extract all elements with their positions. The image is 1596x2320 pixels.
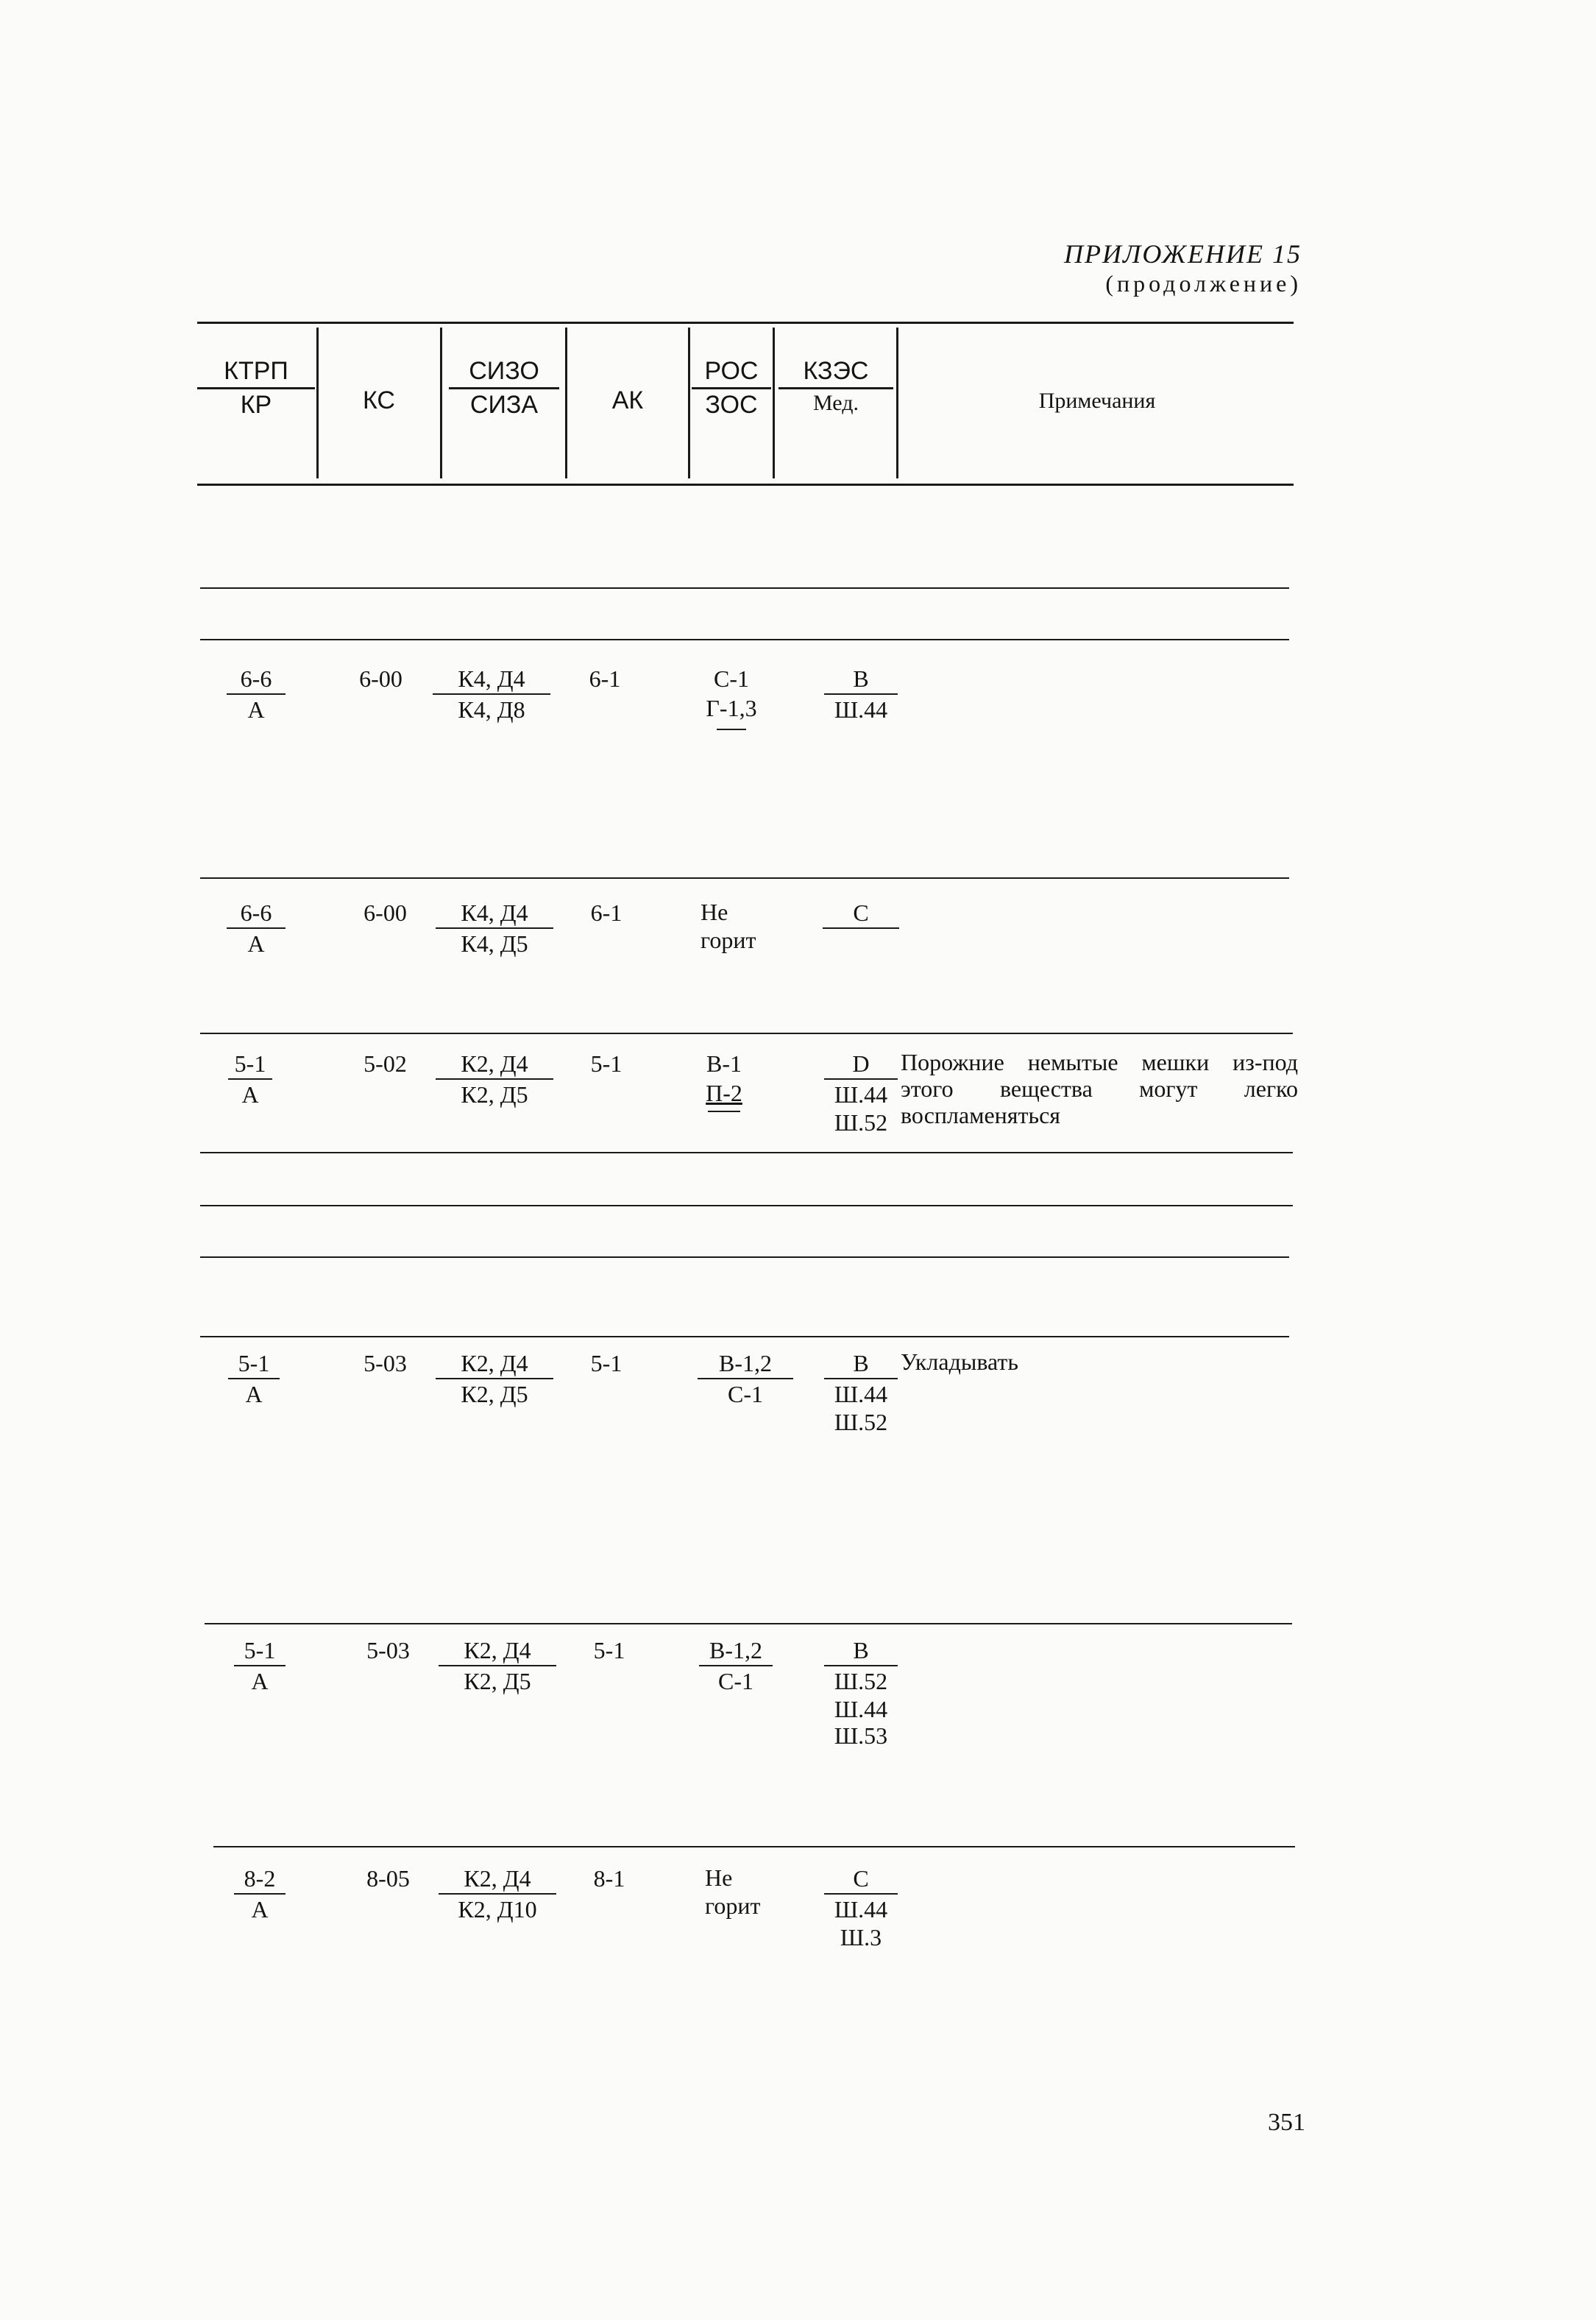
column-header-ktrp: КТРП КР: [197, 357, 315, 420]
ks-cell: 5-03: [366, 1637, 410, 1663]
column-header-ks: КС: [363, 386, 395, 414]
ros-zos-cell: В-1 П-2: [695, 1049, 753, 1112]
row-separator: [200, 639, 1289, 640]
row-separator: [200, 1152, 1293, 1153]
note-text: Порожние немытые мешки из-под этого вещества могут легко воспламеняться: [901, 1049, 1298, 1128]
kzes-med-cell: D Ш.44 Ш.52: [824, 1049, 898, 1136]
column-divider: [565, 328, 567, 478]
kzes-med-cell: В Ш.52 Ш.44 Ш.53: [824, 1635, 898, 1749]
sizo-siza-cell: К2, Д4 К2, Д5: [439, 1635, 556, 1696]
ktrp-kr-cell: 5-1 А: [234, 1635, 285, 1696]
row-separator: [200, 877, 1289, 879]
dash-mark: [708, 1111, 740, 1112]
row-separator: [205, 1623, 1292, 1624]
ktrp-kr-cell: 5-1 А: [228, 1348, 280, 1409]
column-divider: [688, 328, 690, 478]
kzes-med-cell: С: [823, 898, 899, 958]
appendix-subtitle: (продолжение): [1105, 270, 1302, 297]
column-divider: [440, 328, 442, 478]
ak-cell: 6-1: [590, 899, 623, 926]
column-header-ak: АК: [611, 386, 644, 414]
ks-cell: 8-05: [366, 1865, 410, 1892]
column-divider: [316, 328, 319, 478]
column-header-kzes: КЗЭС Мед.: [779, 357, 893, 416]
ks-cell: 5-03: [363, 1350, 407, 1376]
sizo-siza-cell: К4, Д4 К4, Д8: [433, 664, 550, 724]
row-separator: [200, 1336, 1289, 1337]
ktrp-kr-cell: 8-2 А: [234, 1864, 285, 1924]
ak-cell: 5-1: [593, 1637, 625, 1663]
ks-cell: 6-00: [363, 899, 407, 926]
column-header-sizo: СИЗО СИЗА: [449, 357, 559, 420]
ks-cell: 5-02: [363, 1050, 407, 1077]
table-head-bottom-rule: [197, 484, 1294, 486]
page-number: 351: [1268, 2109, 1305, 2136]
row-separator: [200, 1256, 1289, 1258]
appendix-header: [1064, 239, 1302, 298]
ros-zos-cell: В-1,2 С-1: [699, 1635, 773, 1696]
dash-mark: [717, 729, 746, 730]
sizo-siza-cell: К4, Д4 К4, Д5: [436, 898, 553, 958]
table-top-rule: [197, 322, 1294, 324]
ak-cell: 8-1: [593, 1865, 625, 1892]
ktrp-kr-cell: 6-6 А: [227, 898, 285, 958]
appendix-title: ПРИЛОЖЕНИЕ 15: [1064, 239, 1302, 269]
kzes-med-cell: С Ш.44 Ш.3: [824, 1864, 898, 1951]
column-header-ros: РОС ЗОС: [692, 357, 771, 420]
ak-cell: 5-1: [590, 1050, 623, 1077]
ktrp-kr-cell: 5-1 А: [228, 1049, 272, 1109]
ks-cell: 6-00: [359, 665, 402, 692]
ros-zos-cell: Не горит: [705, 1864, 761, 1919]
row-separator: [200, 1033, 1293, 1034]
row-separator: [200, 587, 1289, 589]
ak-cell: 6-1: [589, 665, 621, 692]
row-separator: [213, 1846, 1295, 1847]
column-divider: [773, 328, 775, 478]
sizo-siza-cell: К2, Д4 К2, Д5: [436, 1348, 553, 1409]
ktrp-kr-cell: 6-6 А: [227, 664, 285, 724]
ros-zos-cell: С-1 Г-1,3: [695, 664, 768, 730]
sizo-siza-cell: К2, Д4 К2, Д5: [436, 1049, 553, 1109]
column-divider: [896, 328, 898, 478]
note-text: Укладывать: [901, 1348, 1018, 1375]
sizo-siza-cell: К2, Д4 К2, Д10: [439, 1864, 556, 1924]
kzes-med-cell: В Ш.44: [824, 664, 898, 724]
ak-cell: 5-1: [590, 1350, 623, 1376]
ros-zos-cell: Не горит: [701, 899, 756, 953]
ros-zos-cell: В-1,2 С-1: [698, 1348, 793, 1409]
kzes-med-cell: В Ш.44 Ш.52: [824, 1348, 898, 1435]
row-separator: [200, 1205, 1293, 1206]
column-header-notes: Примечания: [1038, 389, 1156, 413]
